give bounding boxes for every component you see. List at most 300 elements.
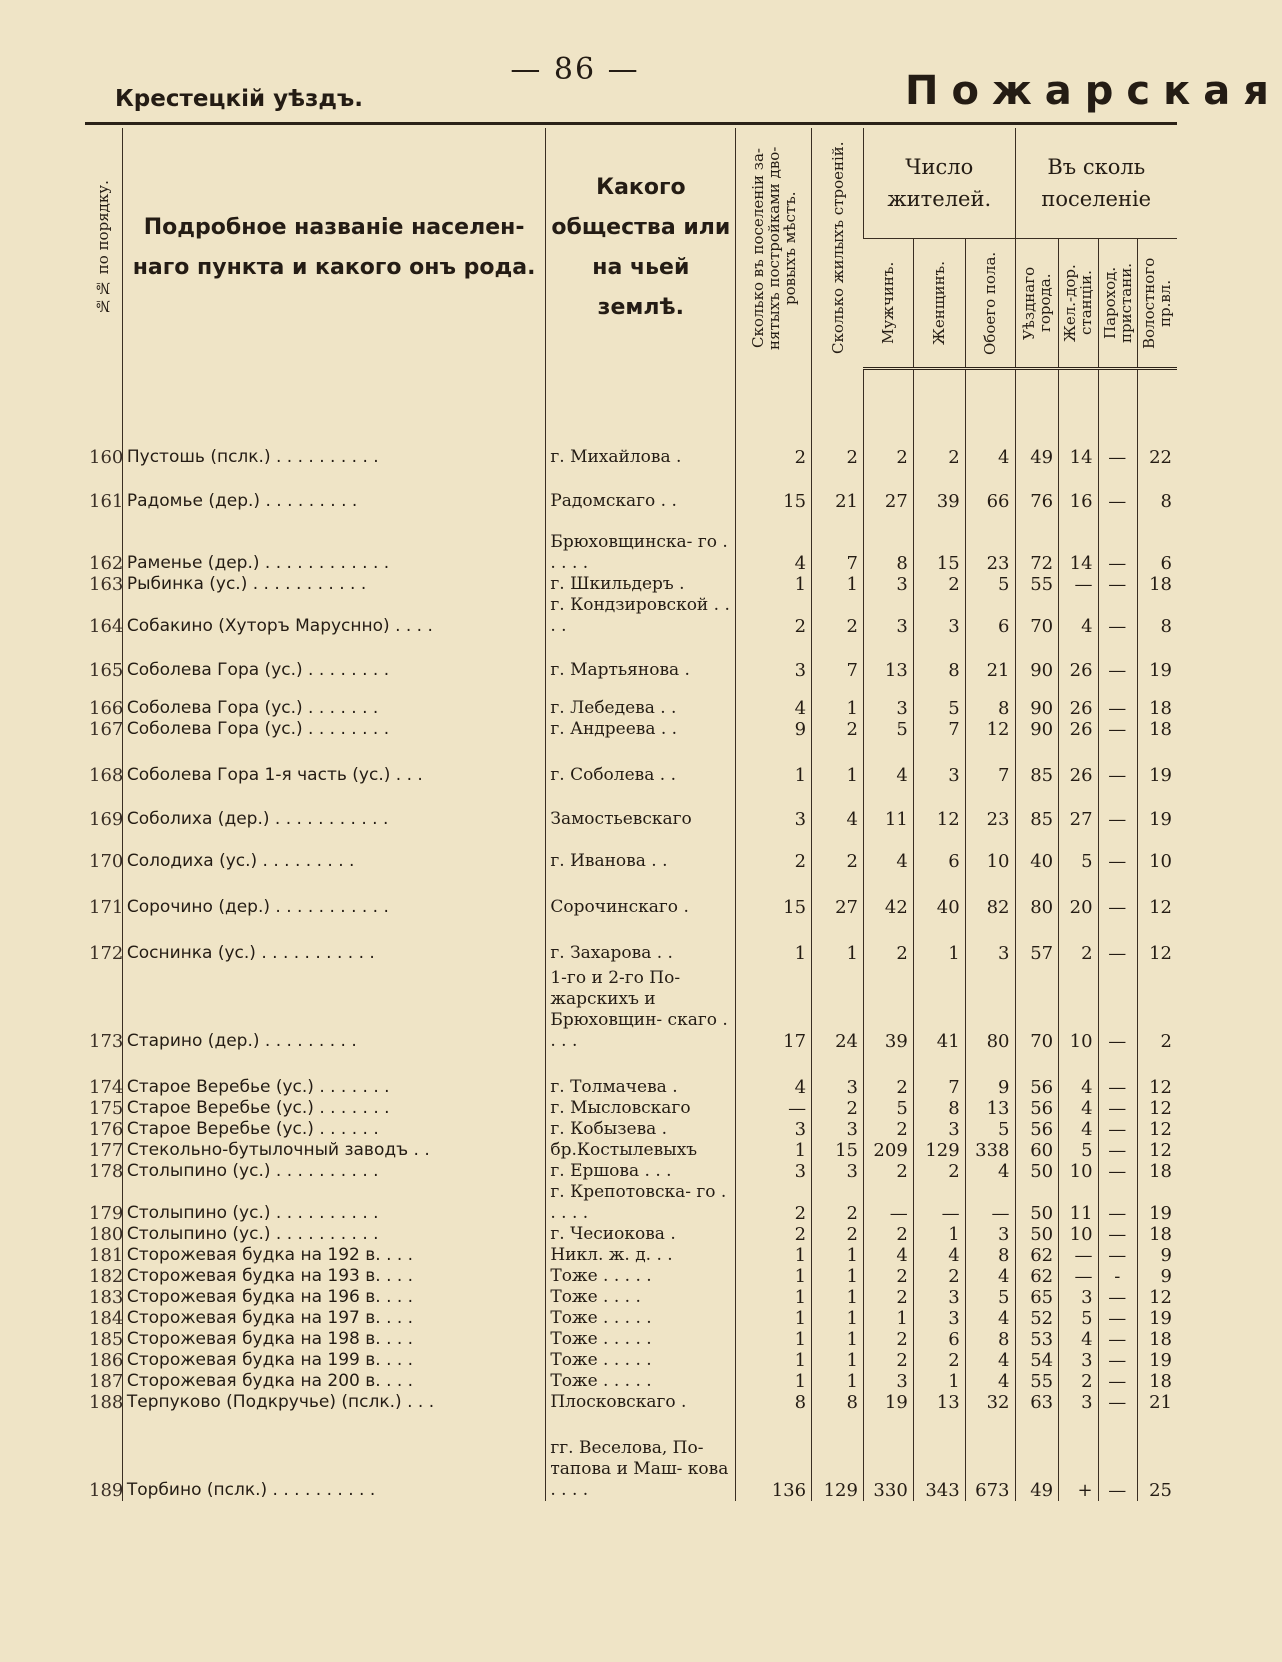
row-dist-town: 55 (1015, 574, 1059, 595)
row-name: Столыпино (ус.) . . . . . . . . . . (122, 1182, 546, 1224)
row-dist-rail: 14 (1059, 418, 1098, 468)
row-name: Раменье (дер.) . . . . . . . . . . . . (122, 512, 546, 574)
table-row (85, 964, 1177, 1052)
header-yards: Сколько въ поселеніи за-нятыхъ постройками дво-ровыхъ мѣстъ. (736, 128, 812, 369)
row-yards: 8 (736, 1392, 812, 1413)
header-distance: Въ сколь поселеніе (1015, 128, 1177, 239)
table-row (85, 719, 1177, 740)
row-dist-town: 50 (1015, 1224, 1059, 1245)
row-name: Радомье (дер.) . . . . . . . . . (122, 468, 546, 512)
row-both: 3 (965, 1224, 1015, 1245)
row-name: Сторожевая будка на 198 в. . . . (122, 1329, 546, 1350)
row-number: 178 (89, 1161, 124, 1182)
row-dist-volost: 2 (1137, 964, 1177, 1052)
row-buildings: 1 (812, 740, 864, 786)
row-name: Соболева Гора (ус.) . . . . . . . (122, 681, 546, 719)
row-owner: Брюховщинска- го . . . . . (546, 512, 736, 574)
row-women: 129 (913, 1140, 965, 1161)
row-both: 8 (965, 681, 1015, 719)
row-dist-town: 63 (1015, 1392, 1059, 1413)
row-dist-rail: 3 (1059, 1350, 1098, 1371)
row-name: Солодиха (ус.) . . . . . . . . . (122, 830, 546, 872)
row-number: 185 (89, 1329, 124, 1350)
settlements-table (85, 128, 1177, 1501)
row-buildings: 2 (812, 1098, 864, 1119)
header-d-rail: Жел.-дор. станціи. (1059, 239, 1098, 369)
table-row (85, 1371, 1177, 1392)
row-women: 5 (913, 681, 965, 719)
row-dist-pier: - (1098, 1266, 1137, 1287)
table-row (85, 1329, 1177, 1350)
row-dist-pier: — (1098, 1413, 1137, 1501)
row-dist-volost: 12 (1137, 1140, 1177, 1161)
row-buildings: 21 (812, 468, 864, 512)
row-women: 40 (913, 872, 965, 918)
row-owner: Тоже . . . . (546, 1287, 736, 1308)
row-dist-town: 56 (1015, 1052, 1059, 1098)
table-row (85, 418, 1177, 468)
row-dist-volost: 19 (1137, 786, 1177, 830)
row-owner: Тоже . . . . . (546, 1350, 736, 1371)
row-dist-town: 40 (1015, 830, 1059, 872)
row-dist-pier: — (1098, 1392, 1137, 1413)
row-yards: 1 (736, 1308, 812, 1329)
row-dist-town: 62 (1015, 1266, 1059, 1287)
row-dist-town: 56 (1015, 1119, 1059, 1140)
row-women: 13 (913, 1392, 965, 1413)
row-women: 8 (913, 637, 965, 681)
row-number: 160 (89, 447, 124, 468)
row-dist-rail: 5 (1059, 1308, 1098, 1329)
row-name: Столыпино (ус.) . . . . . . . . . . (122, 1224, 546, 1245)
row-dist-volost: 12 (1137, 1052, 1177, 1098)
row-dist-volost: 22 (1137, 418, 1177, 468)
row-number: 179 (89, 1203, 124, 1224)
row-number: 183 (89, 1287, 124, 1308)
row-dist-rail: 3 (1059, 1392, 1098, 1413)
row-number: 165 (89, 660, 124, 681)
row-number: 188 (89, 1392, 124, 1413)
table-row (85, 595, 1177, 637)
row-both: 4 (965, 1350, 1015, 1371)
row-name: Стекольно-бутылочный заводъ . . (122, 1140, 546, 1161)
row-buildings: 1 (812, 1266, 864, 1287)
row-dist-town: 62 (1015, 1245, 1059, 1266)
row-both: 5 (965, 574, 1015, 595)
row-dist-town: 53 (1015, 1329, 1059, 1350)
header-women: Женщинъ. (913, 239, 965, 369)
row-dist-town: 80 (1015, 872, 1059, 918)
row-buildings: 2 (812, 418, 864, 468)
row-dist-rail: 4 (1059, 1052, 1098, 1098)
row-both: 5 (965, 1119, 1015, 1140)
row-both: 4 (965, 1266, 1015, 1287)
row-dist-town: 52 (1015, 1308, 1059, 1329)
table-row (85, 512, 1177, 574)
row-men: 8 (863, 512, 913, 574)
row-men: 11 (863, 786, 913, 830)
row-dist-pier: — (1098, 1287, 1137, 1308)
row-women: 3 (913, 1308, 965, 1329)
row-dist-pier: — (1098, 1182, 1137, 1224)
row-dist-pier: — (1098, 637, 1137, 681)
table-row (85, 740, 1177, 786)
row-dist-pier: — (1098, 786, 1137, 830)
row-number: 187 (89, 1371, 124, 1392)
row-owner: Сорочинскаго . (546, 872, 736, 918)
row-dist-pier: — (1098, 964, 1137, 1052)
row-dist-volost: 12 (1137, 872, 1177, 918)
row-owner: г. Чесиокова . (546, 1224, 736, 1245)
row-both: 3 (965, 918, 1015, 964)
row-owner: Тоже . . . . . (546, 1266, 736, 1287)
row-dist-rail: 10 (1059, 964, 1098, 1052)
district-title: Крестецкій уѣздъ. (115, 86, 363, 112)
row-dist-volost: 19 (1137, 1350, 1177, 1371)
row-men: 209 (863, 1140, 913, 1161)
row-number: 167 (89, 719, 124, 740)
row-men: 2 (863, 918, 913, 964)
row-women: 7 (913, 719, 965, 740)
row-number: 168 (89, 765, 124, 786)
row-men: 27 (863, 468, 913, 512)
row-dist-town: 57 (1015, 918, 1059, 964)
row-men: 2 (863, 1350, 913, 1371)
row-name: Соснинка (ус.) . . . . . . . . . . . (122, 918, 546, 964)
row-men: 4 (863, 830, 913, 872)
row-dist-volost: 18 (1137, 1329, 1177, 1350)
row-owner: г. Захарова . . (546, 918, 736, 964)
table-row (85, 830, 1177, 872)
row-dist-town: 50 (1015, 1182, 1059, 1224)
row-both: 4 (965, 418, 1015, 468)
row-dist-volost: 18 (1137, 1371, 1177, 1392)
row-dist-volost: 18 (1137, 574, 1177, 595)
row-number: 186 (89, 1350, 124, 1371)
table-row (85, 1161, 1177, 1182)
row-name: Сторожевая будка на 197 в. . . . (122, 1308, 546, 1329)
row-owner: г. Иванова . . (546, 830, 736, 872)
row-owner: г. Кобызева . (546, 1119, 736, 1140)
row-dist-rail: 4 (1059, 1098, 1098, 1119)
row-number: 173 (89, 1031, 124, 1052)
row-both: 673 (965, 1413, 1015, 1501)
row-dist-rail: — (1059, 1266, 1098, 1287)
row-dist-volost: 8 (1137, 468, 1177, 512)
row-dist-rail: — (1059, 1245, 1098, 1266)
row-men: 3 (863, 574, 913, 595)
row-yards: 15 (736, 468, 812, 512)
row-both: 23 (965, 512, 1015, 574)
row-buildings: 1 (812, 1245, 864, 1266)
row-dist-town: 60 (1015, 1140, 1059, 1161)
row-dist-volost: 10 (1137, 830, 1177, 872)
row-buildings: 2 (812, 1182, 864, 1224)
row-dist-rail: 26 (1059, 719, 1098, 740)
row-dist-town: 49 (1015, 418, 1059, 468)
row-name: Старое Веребье (ус.) . . . . . . . (122, 1098, 546, 1119)
row-dist-town: 76 (1015, 468, 1059, 512)
row-yards: 2 (736, 1224, 812, 1245)
row-dist-rail: + (1059, 1413, 1098, 1501)
row-number: 181 (89, 1245, 124, 1266)
table-row (85, 1224, 1177, 1245)
row-dist-town: 90 (1015, 719, 1059, 740)
row-men: 2 (863, 1052, 913, 1098)
row-buildings: 4 (812, 786, 864, 830)
table-row (85, 1392, 1177, 1413)
row-dist-pier: — (1098, 1161, 1137, 1182)
row-dist-pier: — (1098, 740, 1137, 786)
row-yards: 2 (736, 418, 812, 468)
row-both: 82 (965, 872, 1015, 918)
header-num: №№ по порядку. (94, 180, 113, 316)
row-men: 3 (863, 1371, 913, 1392)
row-both: 6 (965, 595, 1015, 637)
row-dist-pier: — (1098, 1140, 1137, 1161)
row-men: 4 (863, 740, 913, 786)
row-dist-town: 56 (1015, 1098, 1059, 1119)
row-both: 32 (965, 1392, 1015, 1413)
row-owner: г. Соболева . . (546, 740, 736, 786)
row-dist-rail: 16 (1059, 468, 1098, 512)
row-dist-pier: — (1098, 595, 1137, 637)
row-dist-volost: 12 (1137, 1287, 1177, 1308)
table-row (85, 637, 1177, 681)
row-name: Сторожевая будка на 200 в. . . . (122, 1371, 546, 1392)
row-name: Рыбинка (ус.) . . . . . . . . . . . (122, 574, 546, 595)
row-both: 10 (965, 830, 1015, 872)
row-both: 4 (965, 1161, 1015, 1182)
row-buildings: 2 (812, 830, 864, 872)
row-dist-town: 85 (1015, 740, 1059, 786)
row-buildings: 1 (812, 574, 864, 595)
row-dist-volost: 12 (1137, 1119, 1177, 1140)
row-yards: 2 (736, 1182, 812, 1224)
row-owner: Никл. ж. д. . . (546, 1245, 736, 1266)
row-women: 2 (913, 1161, 965, 1182)
row-name: Сторожевая будка на 196 в. . . . (122, 1287, 546, 1308)
row-dist-rail: 2 (1059, 1371, 1098, 1392)
row-owner: г. Мартьянова . (546, 637, 736, 681)
row-dist-town: 65 (1015, 1287, 1059, 1308)
page-number: — 86 — (510, 52, 640, 87)
row-dist-rail: 14 (1059, 512, 1098, 574)
row-dist-pier: — (1098, 1224, 1137, 1245)
row-buildings: 1 (812, 1287, 864, 1308)
row-both: 7 (965, 740, 1015, 786)
row-women: 343 (913, 1413, 965, 1501)
row-dist-rail: 10 (1059, 1161, 1098, 1182)
row-owner: г. Толмачева . (546, 1052, 736, 1098)
row-dist-town: 55 (1015, 1371, 1059, 1392)
row-women: — (913, 1182, 965, 1224)
table-spacer (85, 369, 1177, 419)
row-buildings: 15 (812, 1140, 864, 1161)
row-yards: 15 (736, 872, 812, 918)
row-dist-volost: 9 (1137, 1245, 1177, 1266)
row-buildings: 1 (812, 1350, 864, 1371)
row-name: Соболиха (дер.) . . . . . . . . . . . (122, 786, 546, 830)
row-dist-rail: 3 (1059, 1287, 1098, 1308)
row-dist-pier: — (1098, 1245, 1137, 1266)
row-dist-pier: — (1098, 512, 1137, 574)
row-owner: Замостьевскаго (546, 786, 736, 830)
row-both: — (965, 1182, 1015, 1224)
row-name: Старино (дер.) . . . . . . . . . (122, 964, 546, 1052)
row-dist-volost: 8 (1137, 595, 1177, 637)
row-both: 4 (965, 1371, 1015, 1392)
row-men: 3 (863, 681, 913, 719)
row-women: 2 (913, 1350, 965, 1371)
row-dist-volost: 19 (1137, 740, 1177, 786)
row-both: 21 (965, 637, 1015, 681)
row-yards: 1 (736, 1371, 812, 1392)
row-dist-town: 49 (1015, 1413, 1059, 1501)
row-number: 169 (89, 809, 124, 830)
table-row (85, 1182, 1177, 1224)
header-men: Мужчинъ. (863, 239, 913, 369)
row-owner: г. Крепотовска- го . . . . . (546, 1182, 736, 1224)
row-yards: 1 (736, 1140, 812, 1161)
table-row (85, 1052, 1177, 1098)
row-women: 2 (913, 1266, 965, 1287)
row-yards: 1 (736, 1329, 812, 1350)
row-yards: 4 (736, 1052, 812, 1098)
row-men: — (863, 1182, 913, 1224)
row-women: 15 (913, 512, 965, 574)
row-dist-volost: 25 (1137, 1413, 1177, 1501)
row-women: 6 (913, 830, 965, 872)
row-buildings: 3 (812, 1119, 864, 1140)
row-dist-pier: — (1098, 1119, 1137, 1140)
row-owner: Радомскаго . . (546, 468, 736, 512)
row-men: 2 (863, 1119, 913, 1140)
row-owner: Плосковскаго . (546, 1392, 736, 1413)
row-number: 180 (89, 1224, 124, 1245)
row-number: 162 (89, 553, 124, 574)
header-owner: Какого общества или на чьей землѣ. (546, 128, 736, 369)
table-row (85, 1266, 1177, 1287)
row-owner: г. Ершова . . . (546, 1161, 736, 1182)
row-buildings: 2 (812, 595, 864, 637)
row-owner: Тоже . . . . . (546, 1308, 736, 1329)
row-dist-pier: — (1098, 918, 1137, 964)
table-row (85, 1119, 1177, 1140)
row-both: 8 (965, 1245, 1015, 1266)
table-row (85, 1287, 1177, 1308)
row-name: Терпуково (Подкручье) (пслк.) . . . (122, 1392, 546, 1413)
row-dist-town: 90 (1015, 637, 1059, 681)
row-both: 13 (965, 1098, 1015, 1119)
row-dist-rail: 11 (1059, 1182, 1098, 1224)
row-yards: — (736, 1098, 812, 1119)
row-yards: 1 (736, 1350, 812, 1371)
row-women: 3 (913, 595, 965, 637)
top-rule (85, 122, 1177, 125)
row-dist-rail: 26 (1059, 637, 1098, 681)
row-yards: 1 (736, 740, 812, 786)
row-yards: 136 (736, 1413, 812, 1501)
table-body (85, 369, 1177, 1502)
row-men: 42 (863, 872, 913, 918)
row-dist-volost: 18 (1137, 1224, 1177, 1245)
row-dist-volost: 18 (1137, 719, 1177, 740)
row-name: Пустошь (пслк.) . . . . . . . . . . (122, 418, 546, 468)
row-men: 3 (863, 595, 913, 637)
table-row (85, 1350, 1177, 1371)
row-men: 4 (863, 1245, 913, 1266)
row-women: 7 (913, 1052, 965, 1098)
row-owner: г. Шкильдеръ . (546, 574, 736, 595)
header-buildings: Сколько жилыхъ строеній. (812, 128, 864, 369)
header-population: Число жителей. (863, 128, 1015, 239)
row-men: 19 (863, 1392, 913, 1413)
row-dist-pier: — (1098, 872, 1137, 918)
row-both: 4 (965, 1308, 1015, 1329)
table-row (85, 1098, 1177, 1119)
row-dist-rail: 26 (1059, 740, 1098, 786)
row-dist-volost: 18 (1137, 1161, 1177, 1182)
row-dist-town: 70 (1015, 964, 1059, 1052)
row-owner: Тоже . . . . . (546, 1329, 736, 1350)
row-both: 23 (965, 786, 1015, 830)
row-owner: г. Михайлова . (546, 418, 736, 468)
row-dist-rail: 4 (1059, 1119, 1098, 1140)
row-women: 6 (913, 1329, 965, 1350)
row-name: Соболева Гора (ус.) . . . . . . . . (122, 719, 546, 740)
row-dist-volost: 12 (1137, 918, 1177, 964)
table-row (85, 1413, 1177, 1501)
row-dist-volost: 19 (1137, 1308, 1177, 1329)
row-dist-rail: 2 (1059, 918, 1098, 964)
row-buildings: 1 (812, 1308, 864, 1329)
row-women: 1 (913, 1224, 965, 1245)
page-headline: Пожарская (905, 68, 1282, 114)
row-yards: 1 (736, 918, 812, 964)
row-dist-rail: — (1059, 574, 1098, 595)
row-men: 330 (863, 1413, 913, 1501)
row-women: 2 (913, 574, 965, 595)
row-women: 12 (913, 786, 965, 830)
row-number: 166 (89, 698, 124, 719)
row-dist-pier: — (1098, 1098, 1137, 1119)
row-yards: 1 (736, 1266, 812, 1287)
row-men: 5 (863, 719, 913, 740)
row-dist-town: 90 (1015, 681, 1059, 719)
row-buildings: 27 (812, 872, 864, 918)
row-yards: 3 (736, 1119, 812, 1140)
row-name: Соболева Гора 1-я часть (ус.) . . . (122, 740, 546, 786)
row-owner: г. Лебедева . . (546, 681, 736, 719)
row-dist-rail: 5 (1059, 830, 1098, 872)
row-dist-town: 50 (1015, 1161, 1059, 1182)
row-name: Сорочино (дер.) . . . . . . . . . . . (122, 872, 546, 918)
row-yards: 4 (736, 512, 812, 574)
row-name: Сторожевая будка на 192 в. . . . (122, 1245, 546, 1266)
row-name: Сторожевая будка на 193 в. . . . (122, 1266, 546, 1287)
row-dist-pier: — (1098, 1350, 1137, 1371)
row-yards: 9 (736, 719, 812, 740)
row-number: 161 (89, 491, 124, 512)
row-women: 1 (913, 918, 965, 964)
row-dist-volost: 9 (1137, 1266, 1177, 1287)
row-yards: 3 (736, 786, 812, 830)
row-both: 80 (965, 964, 1015, 1052)
row-owner: Тоже . . . . . (546, 1371, 736, 1392)
row-buildings: 2 (812, 1224, 864, 1245)
row-number: 164 (89, 616, 124, 637)
